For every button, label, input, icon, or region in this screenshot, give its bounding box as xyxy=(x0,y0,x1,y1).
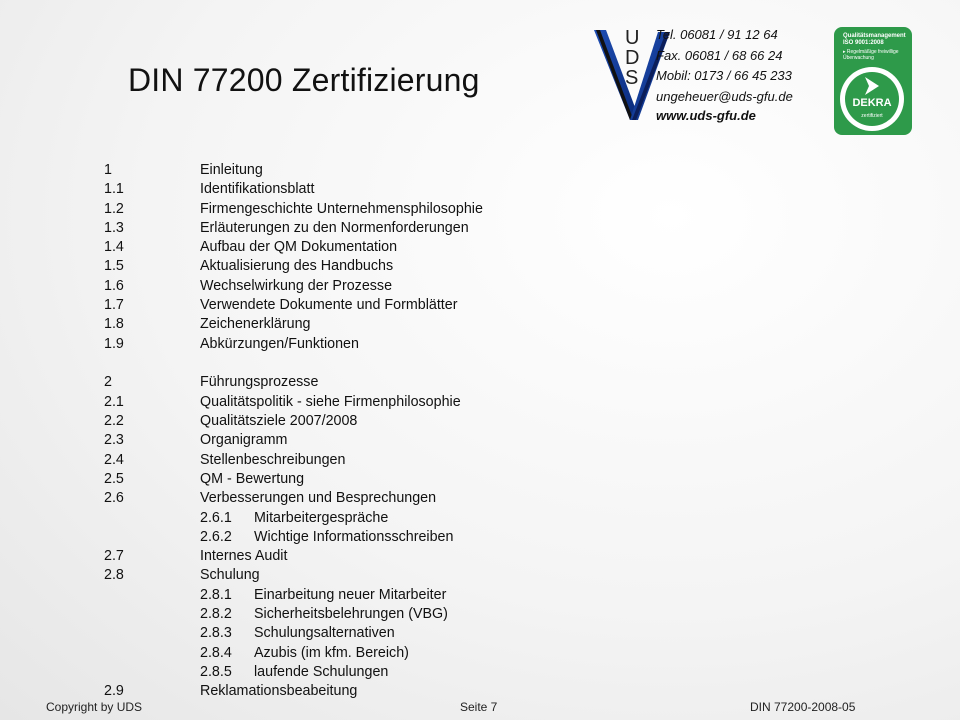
logo-fax: Fax. 06081 / 68 66 24 xyxy=(656,48,783,63)
page-title: DIN 77200 Zertifizierung xyxy=(128,62,480,98)
dekra-sub: ▸ Regelmäßige freiwillige Überwachung xyxy=(843,49,899,61)
dekra-badge xyxy=(834,27,912,135)
dekra-brand: DEKRA xyxy=(852,97,892,109)
logo-email: ungeheuer@uds-gfu.de xyxy=(656,89,793,104)
dekra-zertifiziert: zertifiziert xyxy=(861,113,883,119)
footer-copyright: Copyright by UDS xyxy=(46,700,143,714)
logo-letter-u: U xyxy=(625,27,640,49)
footer-doc-id: DIN 77200-2008-05 xyxy=(750,700,856,714)
logo-phone: Tel. 06081 / 91 12 64 xyxy=(656,27,778,42)
logo-mobile: Mobil: 0173 / 66 45 233 xyxy=(656,68,792,83)
logo-web: www.uds-gfu.de xyxy=(656,108,756,123)
logo-letter-s: S xyxy=(625,67,639,89)
dekra-heading: Qualitätsmanagement ISO 9001:2008 xyxy=(843,33,906,46)
dekra-arrow-icon xyxy=(861,75,883,97)
logo-letter-d: D xyxy=(625,47,640,69)
footer-page-number: Seite 7 xyxy=(460,700,498,714)
